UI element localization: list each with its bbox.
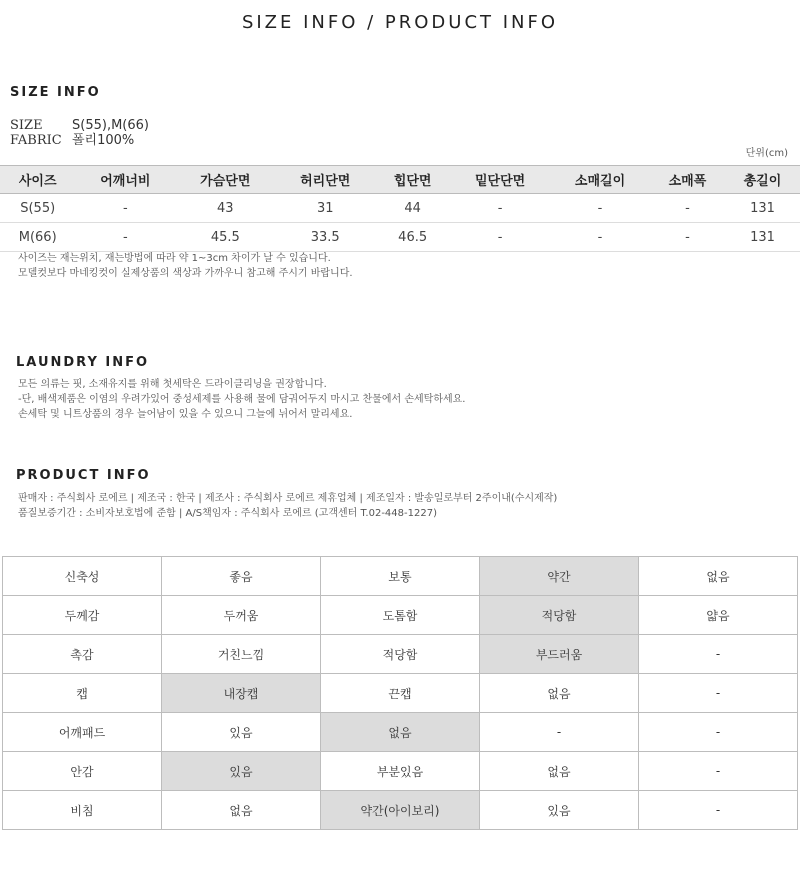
property-option: 얇음 bbox=[639, 596, 798, 635]
property-option: 약간 bbox=[480, 557, 639, 596]
property-option: - bbox=[639, 635, 798, 674]
property-label: 신축성 bbox=[3, 557, 162, 596]
property-option: - bbox=[639, 674, 798, 713]
table-cell: - bbox=[550, 223, 650, 252]
unit-label: 단위(cm) bbox=[745, 148, 788, 159]
property-option: 보통 bbox=[321, 557, 480, 596]
property-row bbox=[3, 635, 798, 674]
property-option: 적당함 bbox=[480, 596, 639, 635]
table-cell: - bbox=[650, 223, 725, 252]
property-option: 없음 bbox=[321, 713, 480, 752]
property-label: 두께감 bbox=[3, 596, 162, 635]
size-label: SIZE bbox=[10, 118, 43, 133]
table-cell: 131 bbox=[725, 223, 800, 252]
properties-table bbox=[2, 556, 798, 830]
table-row bbox=[0, 223, 800, 252]
product-info-heading: PRODUCT INFO bbox=[16, 468, 151, 483]
property-option: 없음 bbox=[480, 752, 639, 791]
fabric-value: 폴리100% bbox=[72, 133, 135, 148]
table-cell: S(55) bbox=[0, 194, 75, 223]
property-option: 없음 bbox=[480, 674, 639, 713]
table-cell: 131 bbox=[725, 194, 800, 223]
property-label: 캡 bbox=[3, 674, 162, 713]
property-label: 비침 bbox=[3, 791, 162, 830]
table-cell: - bbox=[650, 194, 725, 223]
header-cell: 소매폭 bbox=[650, 166, 725, 194]
property-row bbox=[3, 752, 798, 791]
laundry-notes bbox=[18, 377, 465, 422]
laundry-line: -단, 배색제품은 이염의 우려가있어 중성세제를 사용해 물에 담궈어두지 마시고 찬물에서 손세탁하세요. bbox=[18, 394, 466, 405]
property-row bbox=[3, 713, 798, 752]
table-cell: - bbox=[75, 223, 175, 252]
product-line: 품질보증기간 : 소비자보호법에 준함 | A/S책임자 : 주식회사 로에르 (고객센터 T.02-448-1227) bbox=[18, 508, 437, 519]
table-cell: 43 bbox=[175, 194, 275, 223]
property-option: 있음 bbox=[162, 752, 321, 791]
size-spec bbox=[10, 118, 149, 148]
header-cell: 어깨너비 bbox=[75, 166, 175, 194]
property-option: 부분있음 bbox=[321, 752, 480, 791]
table-cell: M(66) bbox=[0, 223, 75, 252]
property-label: 안감 bbox=[3, 752, 162, 791]
property-option: 도톰함 bbox=[321, 596, 480, 635]
size-info-heading: SIZE INFO bbox=[10, 85, 101, 100]
fabric-label: FABRIC bbox=[10, 133, 62, 148]
property-option: - bbox=[639, 791, 798, 830]
property-option: 없음 bbox=[639, 557, 798, 596]
property-row bbox=[3, 557, 798, 596]
table-cell: 33.5 bbox=[275, 223, 375, 252]
page-title: SIZE INFO / PRODUCT INFO bbox=[241, 12, 559, 33]
table-cell: 46.5 bbox=[375, 223, 450, 252]
table-cell: 44 bbox=[375, 194, 450, 223]
property-option: 좋음 bbox=[162, 557, 321, 596]
table-cell: - bbox=[550, 194, 650, 223]
laundry-line: 손세탁 및 니트상품의 경우 늘어남이 있을 수 있으니 그늘에 뉘어서 말리세요. bbox=[18, 409, 353, 420]
property-row bbox=[3, 596, 798, 635]
table-cell: 31 bbox=[275, 194, 375, 223]
property-option: - bbox=[639, 752, 798, 791]
header-cell: 가슴단면 bbox=[175, 166, 275, 194]
property-option: - bbox=[480, 713, 639, 752]
size-spec-row bbox=[10, 118, 149, 133]
header-cell: 밑단단면 bbox=[450, 166, 550, 194]
table-row bbox=[0, 194, 800, 223]
property-option: 부드러움 bbox=[480, 635, 639, 674]
header-cell: 허리단면 bbox=[275, 166, 375, 194]
size-table-header bbox=[0, 166, 800, 194]
property-option: 끈캡 bbox=[321, 674, 480, 713]
note-line: 모델컷보다 마네킹컷이 실제상품의 색상과 가까우니 참고해 주시기 바랍니다. bbox=[18, 268, 353, 279]
property-option: 내장캡 bbox=[162, 674, 321, 713]
fabric-spec-row bbox=[10, 133, 149, 148]
property-option: 있음 bbox=[480, 791, 639, 830]
property-row bbox=[3, 791, 798, 830]
header-cell: 총길이 bbox=[725, 166, 800, 194]
size-table bbox=[0, 165, 800, 252]
property-option: 없음 bbox=[162, 791, 321, 830]
size-notes bbox=[18, 251, 353, 281]
table-cell: - bbox=[450, 194, 550, 223]
property-option: 약간(아이보리) bbox=[321, 791, 480, 830]
table-cell: - bbox=[75, 194, 175, 223]
property-row bbox=[3, 674, 798, 713]
product-line: 판매자 : 주식회사 로에르 | 제조국 : 한국 | 제조사 : 주식회사 로에르 제휴업체 | 제조일자 : 발송일로부터 2주이내(수시제작) bbox=[18, 493, 558, 504]
size-value: S(55),M(66) bbox=[72, 118, 149, 133]
property-option: 있음 bbox=[162, 713, 321, 752]
header-cell: 사이즈 bbox=[0, 166, 75, 194]
product-notes bbox=[18, 491, 557, 521]
note-line: 사이즈는 재는위치, 재는방법에 따라 약 1~3cm 차이가 날 수 있습니다. bbox=[18, 253, 331, 264]
property-label: 촉감 bbox=[3, 635, 162, 674]
property-option: 적당함 bbox=[321, 635, 480, 674]
property-option: - bbox=[639, 713, 798, 752]
property-option: 거친느낌 bbox=[162, 635, 321, 674]
laundry-info-heading: LAUNDRY INFO bbox=[16, 355, 150, 370]
header-cell: 힙단면 bbox=[375, 166, 450, 194]
table-cell: 45.5 bbox=[175, 223, 275, 252]
property-option: 두꺼움 bbox=[162, 596, 321, 635]
table-cell: - bbox=[450, 223, 550, 252]
laundry-line: 모든 의류는 핏, 소재유지를 위해 첫세탁은 드라이클리닝을 권장합니다. bbox=[18, 379, 327, 390]
header-cell: 소매길이 bbox=[550, 166, 650, 194]
property-label: 어깨패드 bbox=[3, 713, 162, 752]
